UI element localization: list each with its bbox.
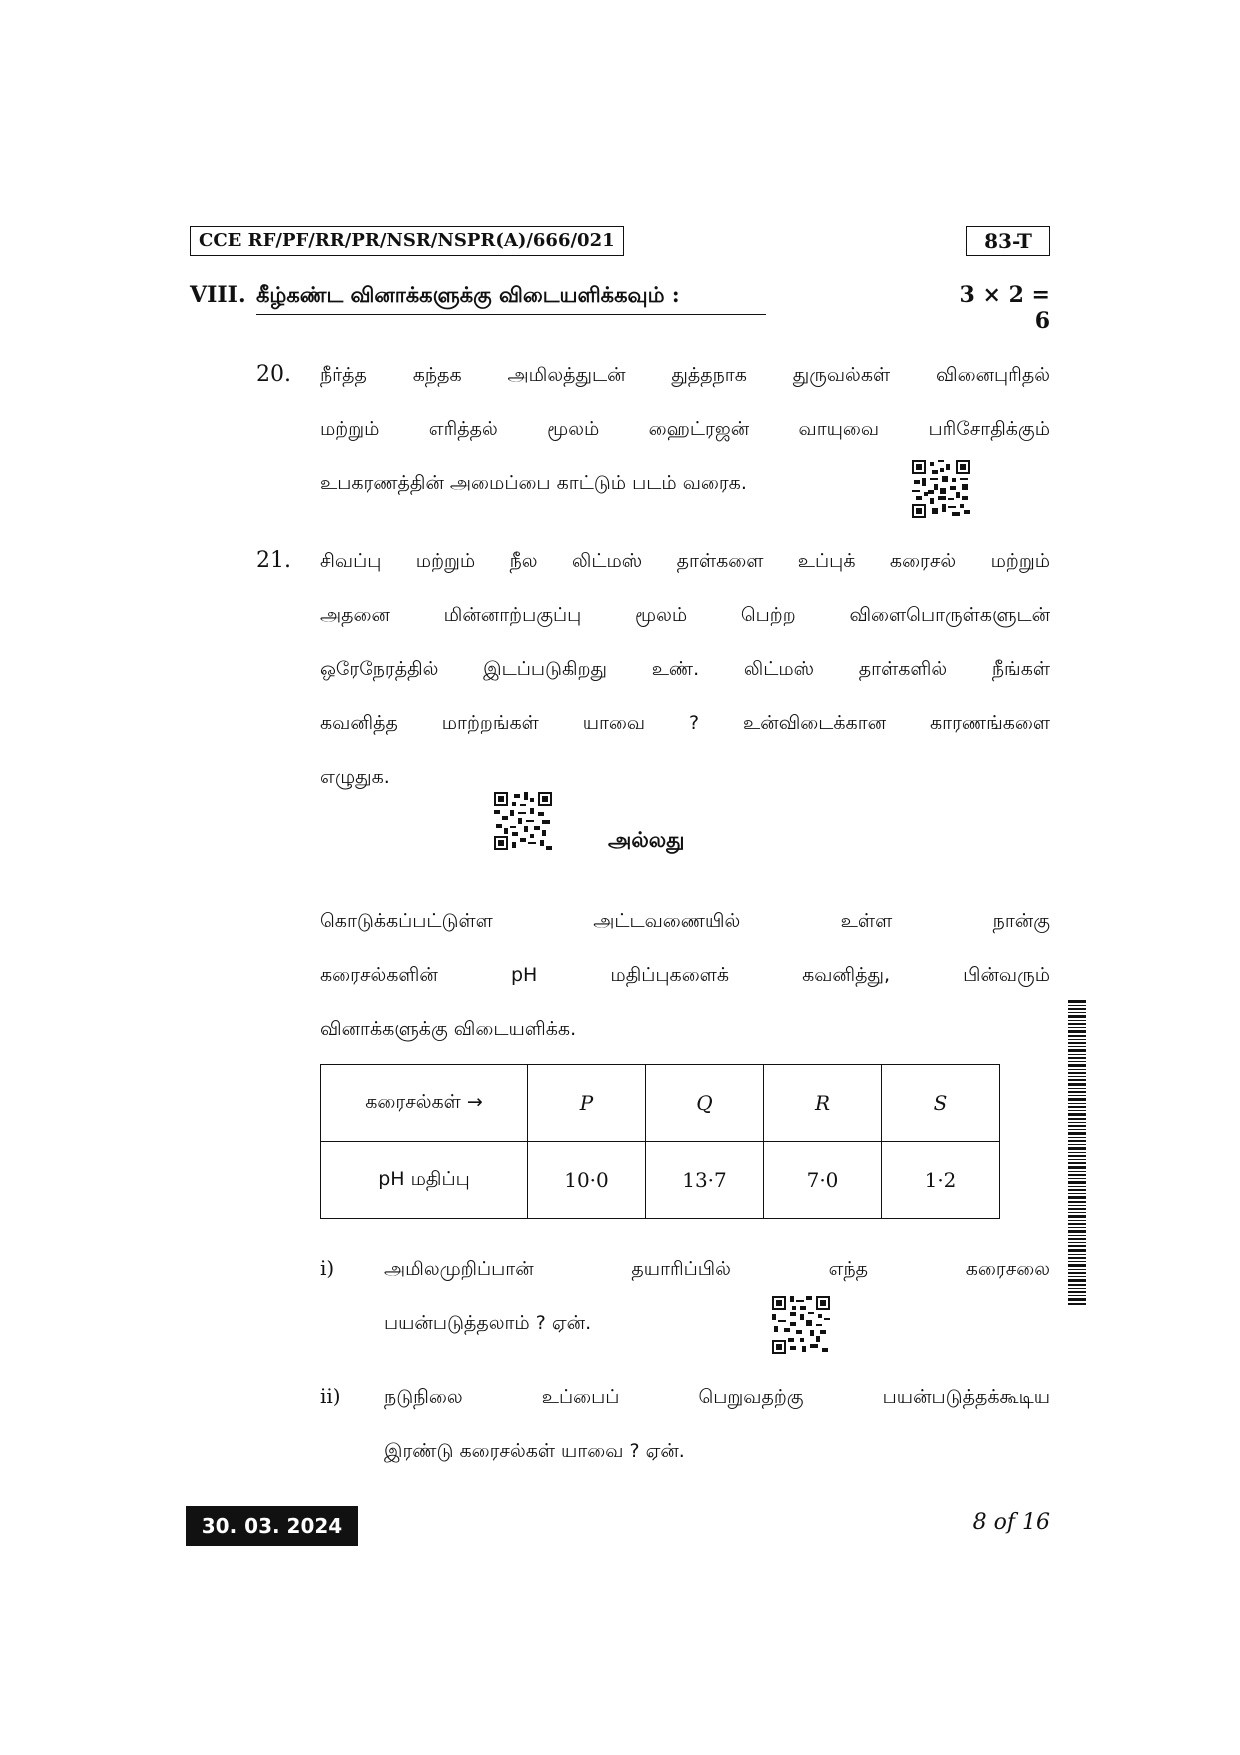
table-row bbox=[321, 1142, 1000, 1219]
qr-code-icon bbox=[494, 792, 552, 850]
question-20-line: நீர்த்த கந்தக அமிலத்துடன் துத்தநாக துருவல்கள் வினைபுரிதல் bbox=[320, 364, 1050, 386]
table-cell: S bbox=[882, 1065, 1000, 1142]
question-21-line: ஒரேநேரத்தில் இடப்படுகிறது உண். லிட்மஸ் தாள்களில் நீங்கள் bbox=[320, 658, 1050, 680]
subquestion-i-label: i) bbox=[320, 1256, 335, 1280]
table-cell: R bbox=[764, 1065, 882, 1142]
question-21-line: கவனித்த மாற்றங்கள் யாவை ? உன்விடைக்கான காரணங்களை bbox=[320, 712, 1050, 734]
alternative-line: கொடுக்கப்பட்டுள்ள அட்டவணையில் உள்ள நான்கு bbox=[320, 910, 1050, 932]
table-cell: 7·0 bbox=[764, 1142, 882, 1219]
table-cell: 13·7 bbox=[646, 1142, 764, 1219]
question-21-text bbox=[320, 546, 1050, 792]
subquestion-line: பயன்படுத்தலாம் ? ஏன். bbox=[384, 1312, 592, 1334]
alternative-question-text bbox=[320, 906, 1050, 1044]
table-cell: 10·0 bbox=[528, 1142, 646, 1219]
subquestion-line: இரண்டு கரைசல்கள் யாவை ? ஏன். bbox=[384, 1440, 685, 1462]
table-row bbox=[321, 1065, 1000, 1142]
question-20-line: உபகரணத்தின் அமைப்பை காட்டும் படம் வரைக. bbox=[320, 472, 747, 494]
alternative-line: வினாக்களுக்கு விடையளிக்க. bbox=[320, 1018, 577, 1040]
paper-code: 83-T bbox=[966, 226, 1050, 256]
or-label: அல்லது bbox=[608, 828, 685, 852]
qr-code-icon bbox=[912, 460, 970, 518]
ph-table bbox=[320, 1064, 1000, 1219]
section-number: VIII. bbox=[190, 282, 246, 308]
exam-date: 30. 03. 2024 bbox=[186, 1506, 358, 1546]
question-20-line: மற்றும் எரித்தல் மூலம் ஹைட்ரஜன் வாயுவை பரிசோதிக்கும் bbox=[320, 418, 1050, 440]
table-header-cell: pH மதிப்பு bbox=[321, 1142, 528, 1219]
subquestion-ii-label: ii) bbox=[320, 1384, 341, 1408]
question-21-number: 21. bbox=[256, 548, 291, 573]
exam-code: CCE RF/PF/RR/PR/NSR/NSPR(A)/666/021 bbox=[190, 226, 624, 256]
table-cell: 1·2 bbox=[882, 1142, 1000, 1219]
question-21-line: சிவப்பு மற்றும் நீல லிட்மஸ் தாள்களை உப்புக் கரைசல் மற்றும் bbox=[320, 550, 1050, 572]
page-number: 8 of 16 bbox=[972, 1510, 1050, 1535]
question-21-line: எழுதுக. bbox=[320, 766, 390, 788]
section-marks: 3 × 2 = 6 bbox=[959, 282, 1050, 334]
alternative-line: கரைசல்களின் pH மதிப்புகளைக் கவனித்து, பின்வரும் bbox=[320, 964, 1050, 986]
section-title: கீழ்கண்ட வினாக்களுக்கு விடையளிக்கவும் : bbox=[256, 282, 766, 315]
subquestion-ii-text bbox=[384, 1382, 1050, 1466]
question-21-line: அதனை மின்னாற்பகுப்பு மூலம் பெற்ற விளைபொருள்களுடன் bbox=[320, 604, 1050, 626]
qr-code-icon bbox=[772, 1296, 830, 1354]
subquestion-line: அமிலமுறிப்பான் தயாரிப்பில் எந்த கரைசலை bbox=[384, 1258, 1050, 1280]
table-header-cell: கரைசல்கள் → bbox=[321, 1065, 528, 1142]
subquestion-line: நடுநிலை உப்பைப் பெறுவதற்கு பயன்படுத்தக்கூடிய bbox=[384, 1386, 1050, 1408]
table-cell: Q bbox=[646, 1065, 764, 1142]
subquestion-i-text bbox=[384, 1254, 1050, 1338]
barcode-icon bbox=[1068, 1000, 1086, 1305]
table-cell: P bbox=[528, 1065, 646, 1142]
question-20-number: 20. bbox=[256, 362, 291, 387]
